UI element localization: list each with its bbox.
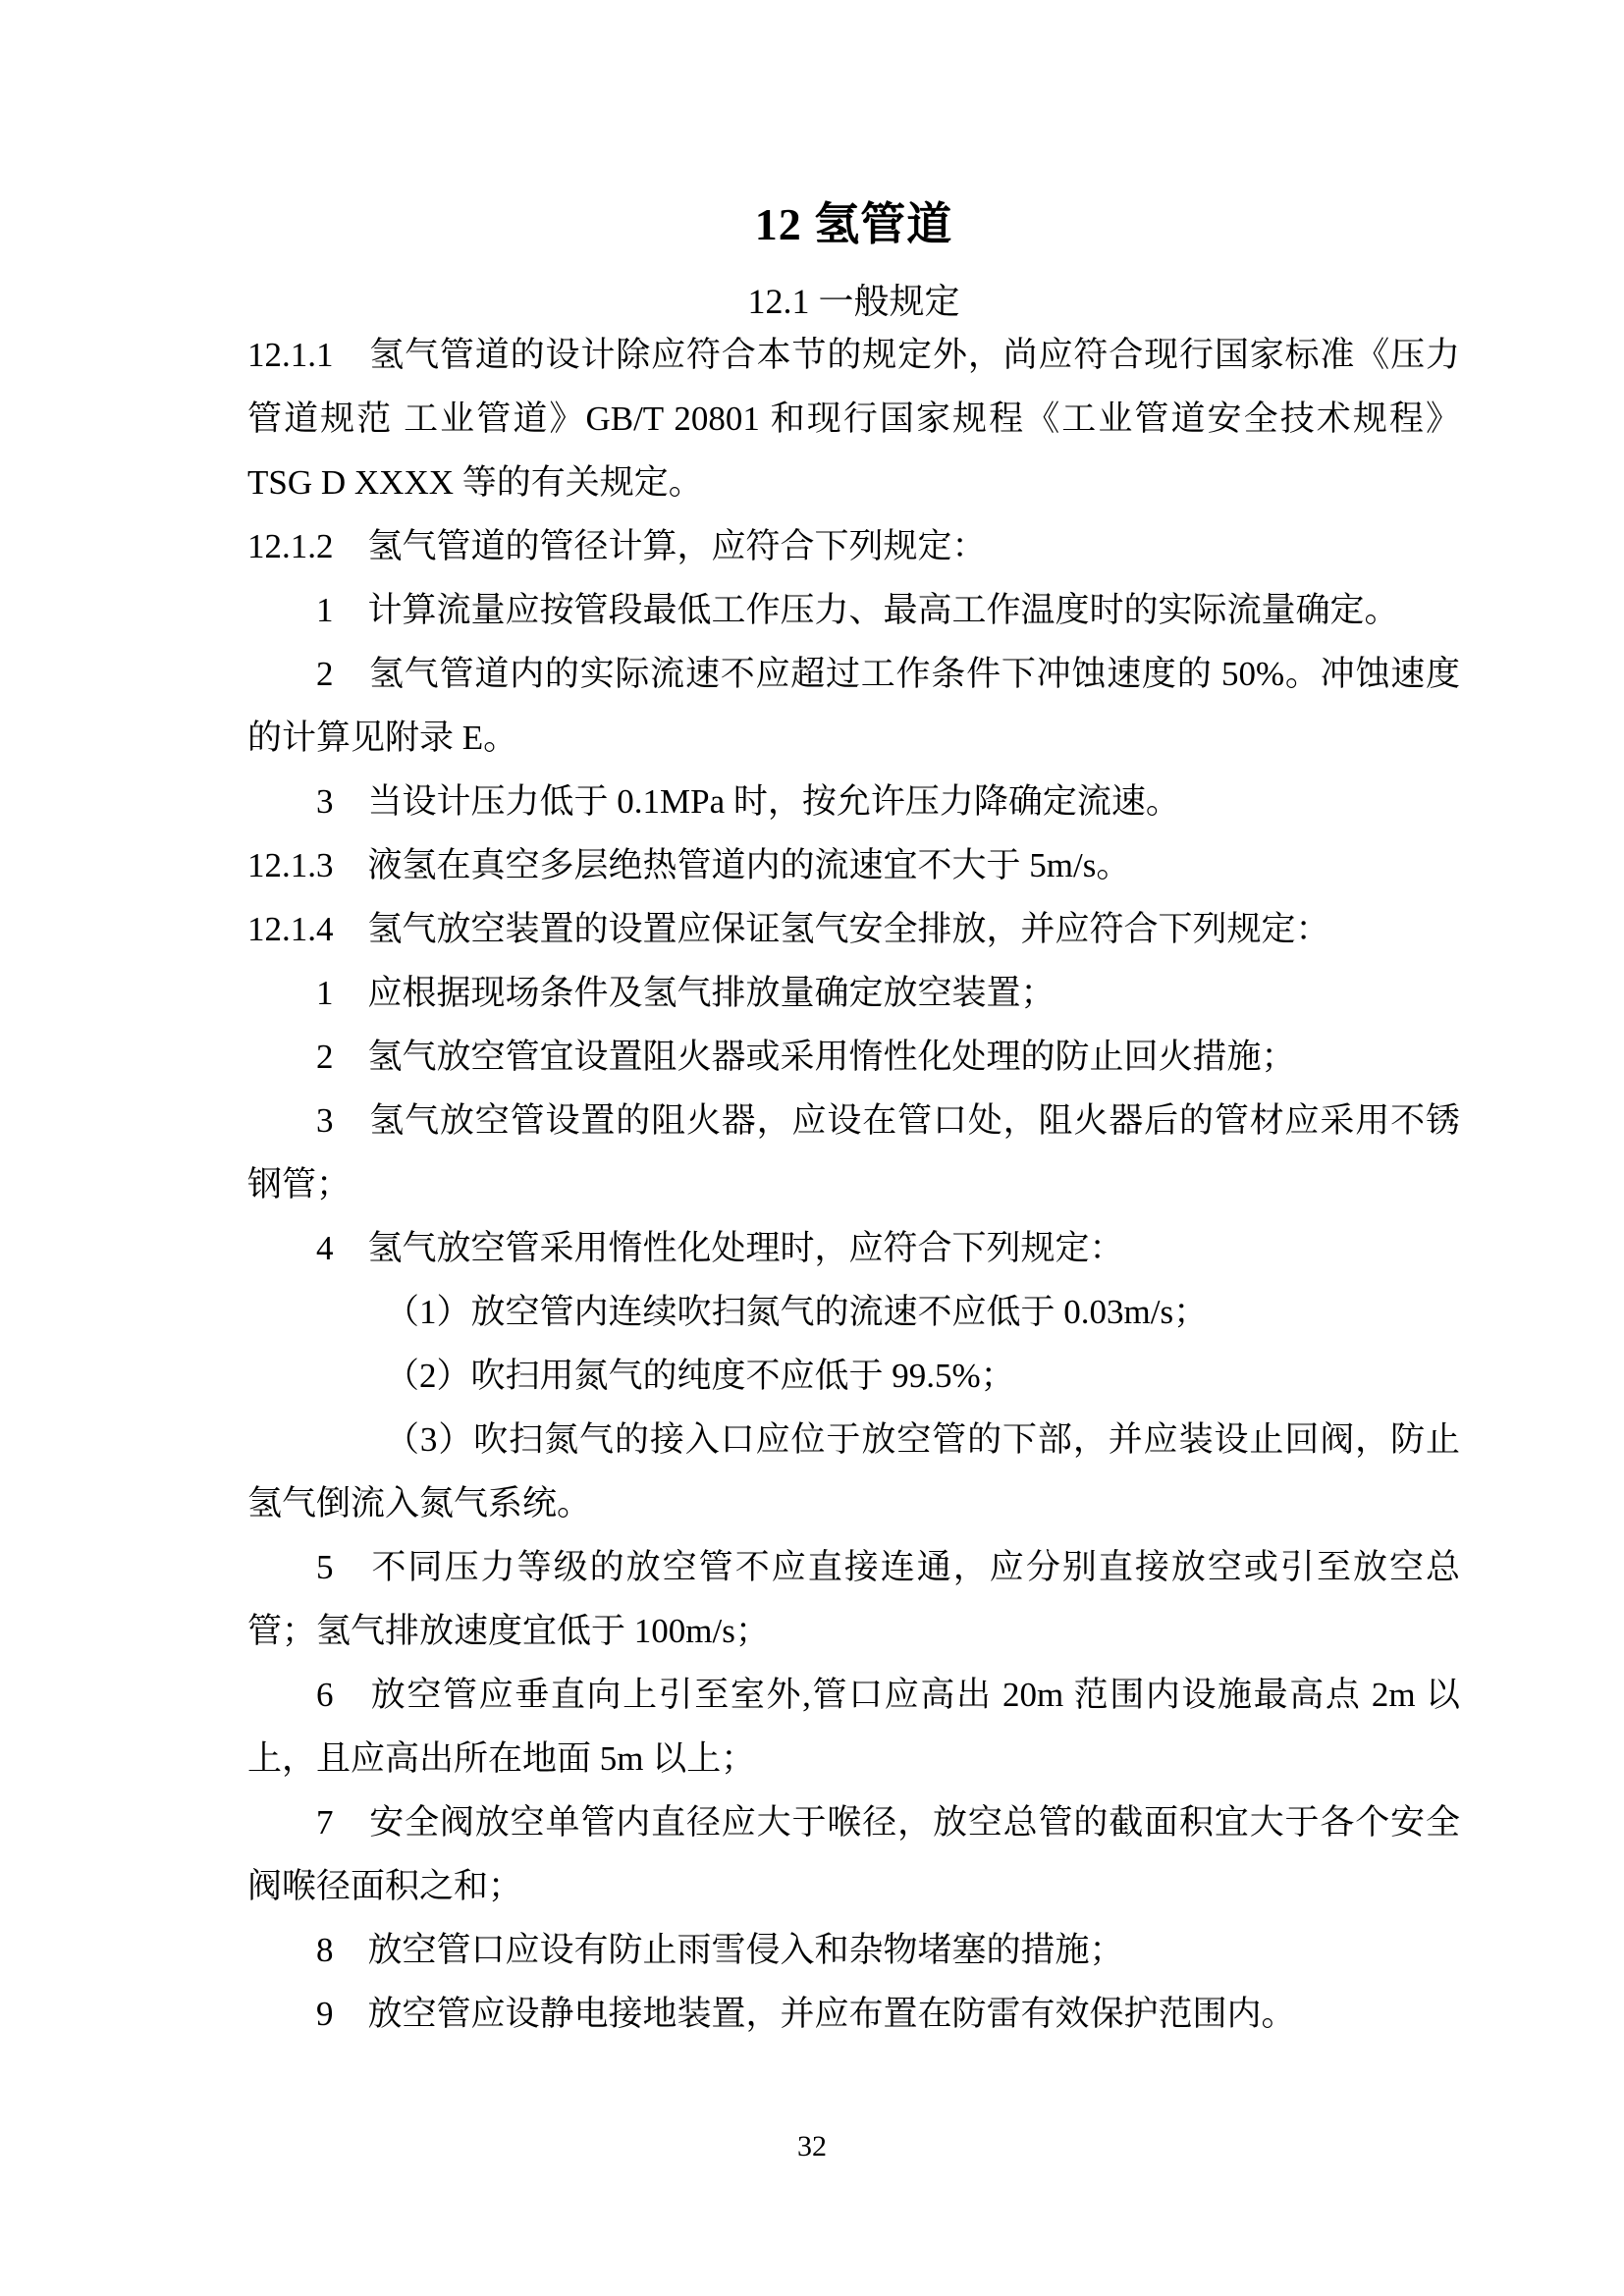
section-heading: 12.1 一般规定 xyxy=(747,282,960,321)
paragraph: 3 当设计压力低于 0.1MPa 时，按允许压力降确定流速。 xyxy=(316,782,1180,821)
page-number: 32 xyxy=(797,2130,827,2163)
paragraph: 1 应根据现场条件及氢气排放量确定放空装置； xyxy=(316,974,1056,1012)
paragraph: 1 计算流量应按管段最低工作压力、最高工作温度时的实际流量确定。 xyxy=(316,591,1399,629)
paragraph: 7 安全阀放空单管内直径应大于喉径，放空总管的截面积宜大于各个安全阀喉径面积之和； xyxy=(247,1803,1460,1905)
paragraph: 5 不同压力等级的放空管不应直接连通，应分别直接放空或引至放空总管；氢气排放速度宜低于 100m/s； xyxy=(247,1548,1460,1650)
paragraph: 6 放空管应垂直向上引至室外,管口应高出 20m 范围内设施最高点 2m 以上，且应高出所在地面 5m 以上； xyxy=(247,1676,1460,1778)
paragraph: 2 氢气管道内的实际流速不应超过工作条件下冲蚀速度的 50%。冲蚀速度的计算见附录 E。 xyxy=(247,655,1460,757)
chapter-title: 12 氢管道 xyxy=(754,199,953,249)
paragraph: 4 氢气放空管采用惰性化处理时，应符合下列规定： xyxy=(316,1229,1124,1267)
paragraph: 12.1.4 氢气放空装置的设置应保证氢气安全排放，并应符合下列规定： xyxy=(247,910,1330,948)
paragraph: 3 氢气放空管设置的阻火器，应设在管口处，阻火器后的管材应采用不锈钢管； xyxy=(247,1101,1460,1203)
paragraph: （3）吹扫氮气的接入口应位于放空管的下部，并应装设止回阀，防止氢气倒流入氮气系统。 xyxy=(247,1420,1460,1522)
paragraph: 8 放空管口应设有防止雨雪侵入和杂物堵塞的措施； xyxy=(316,1931,1124,1969)
paragraph: （2）吹扫用氮气的纯度不应低于 99.5%； xyxy=(385,1357,1015,1395)
paragraph: 12.1.2 氢气管道的管径计算，应符合下列规定： xyxy=(247,527,987,565)
document-body xyxy=(247,323,1460,2046)
paragraph: 9 放空管应设静电接地装置，并应布置在防雷有效保护范围内。 xyxy=(316,1995,1296,2033)
paragraph: 12.1.1 氢气管道的设计除应符合本节的规定外，尚应符合现行国家标准《压力管道规范 工业管道》GB/T 20801 和现行国家规程《工业管道安全技术规程》TSG D XXXX 等的有关规定。 xyxy=(247,336,1460,502)
paragraph: 2 氢气放空管宜设置阻火器或采用惰性化处理的防止回火措施； xyxy=(316,1038,1296,1076)
paragraph: 12.1.3 液氢在真空多层绝热管道内的流速宜不大于 5m/s。 xyxy=(247,846,1131,884)
paragraph: （1）放空管内连续吹扫氮气的流速不应低于 0.03m/s； xyxy=(385,1293,1209,1331)
